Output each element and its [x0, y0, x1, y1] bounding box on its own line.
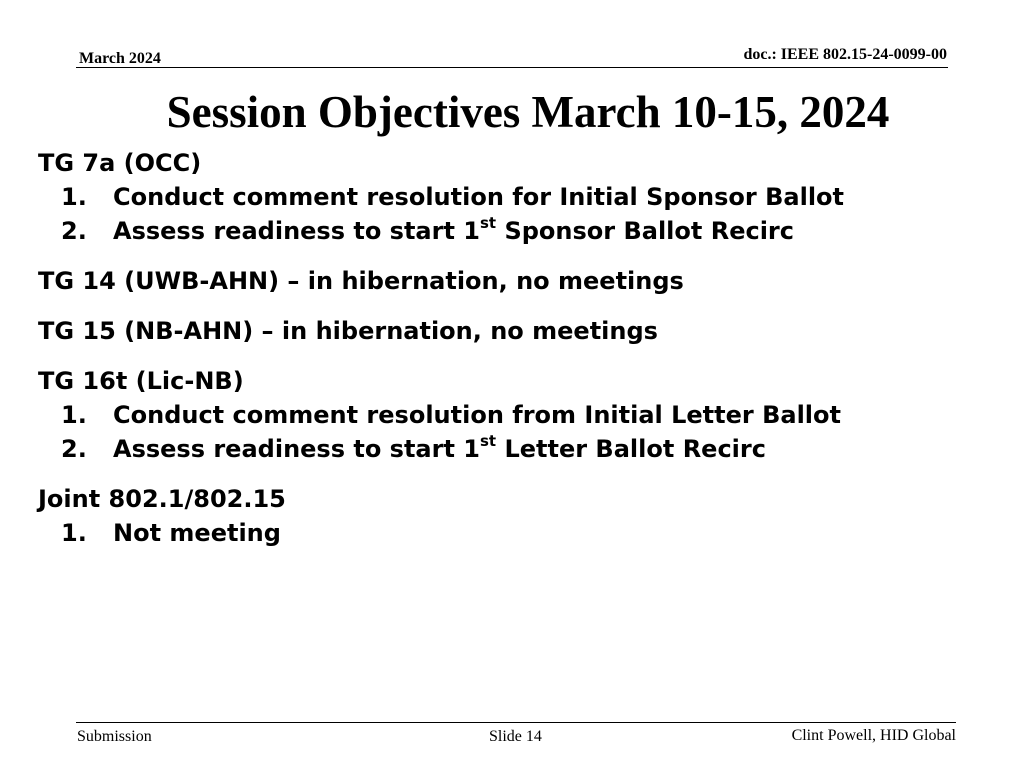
objective-item: [38, 214, 978, 248]
section-tg14: [38, 264, 978, 298]
item-number: 1.: [61, 519, 87, 547]
item-text: Conduct comment resolution from Initial Letter Ballot: [113, 401, 841, 429]
section-tg7a: [38, 146, 978, 248]
section-heading: TG 14 (UWB-AHN) – in hibernation, no meetings: [38, 267, 684, 295]
item-text-end: Letter Ballot Recirc: [496, 435, 766, 463]
ordinal-suffix: st: [479, 432, 497, 450]
header-doc-id: doc.: IEEE 802.15-24-0099-00: [743, 46, 947, 63]
objective-list: [38, 516, 978, 550]
item-text-start: Assess readiness to start 1: [113, 217, 480, 245]
header-divider: [76, 67, 948, 68]
section-heading: TG 15 (NB-AHN) – in hibernation, no meetings: [38, 317, 658, 345]
objective-item: [38, 180, 978, 214]
item-text-end: Sponsor Ballot Recirc: [496, 217, 794, 245]
ordinal-suffix: st: [479, 214, 497, 232]
objective-list: [38, 180, 978, 248]
item-text: Not meeting: [113, 519, 281, 547]
objective-list: [38, 398, 978, 466]
section-heading: TG 16t (Lic-NB): [38, 367, 244, 395]
item-text: Conduct comment resolution for Initial Sponsor Ballot: [113, 183, 845, 211]
item-number: 1.: [61, 401, 87, 429]
objective-item: [38, 516, 978, 550]
objective-item: [38, 398, 978, 432]
section-heading: Joint 802.1/802.15: [38, 485, 286, 513]
item-number: 1.: [61, 183, 87, 211]
footer-divider: [76, 722, 956, 723]
slide-body: [38, 146, 978, 566]
item-number: 2.: [61, 435, 87, 463]
slide-title: Session Objectives March 10-15, 2024: [166, 87, 890, 137]
section-tg16t: [38, 364, 978, 466]
section-heading: TG 7a (OCC): [38, 149, 202, 177]
item-text-start: Assess readiness to start 1: [113, 435, 480, 463]
footer-submission: Submission: [77, 728, 152, 745]
footer-slide-number: Slide 14: [489, 728, 542, 745]
section-joint: [38, 482, 978, 550]
item-number: 2.: [61, 217, 87, 245]
footer-author: Clint Powell, HID Global: [791, 727, 956, 744]
objective-item: [38, 432, 978, 466]
section-tg15: [38, 314, 978, 348]
header-date: March 2024: [79, 50, 161, 67]
